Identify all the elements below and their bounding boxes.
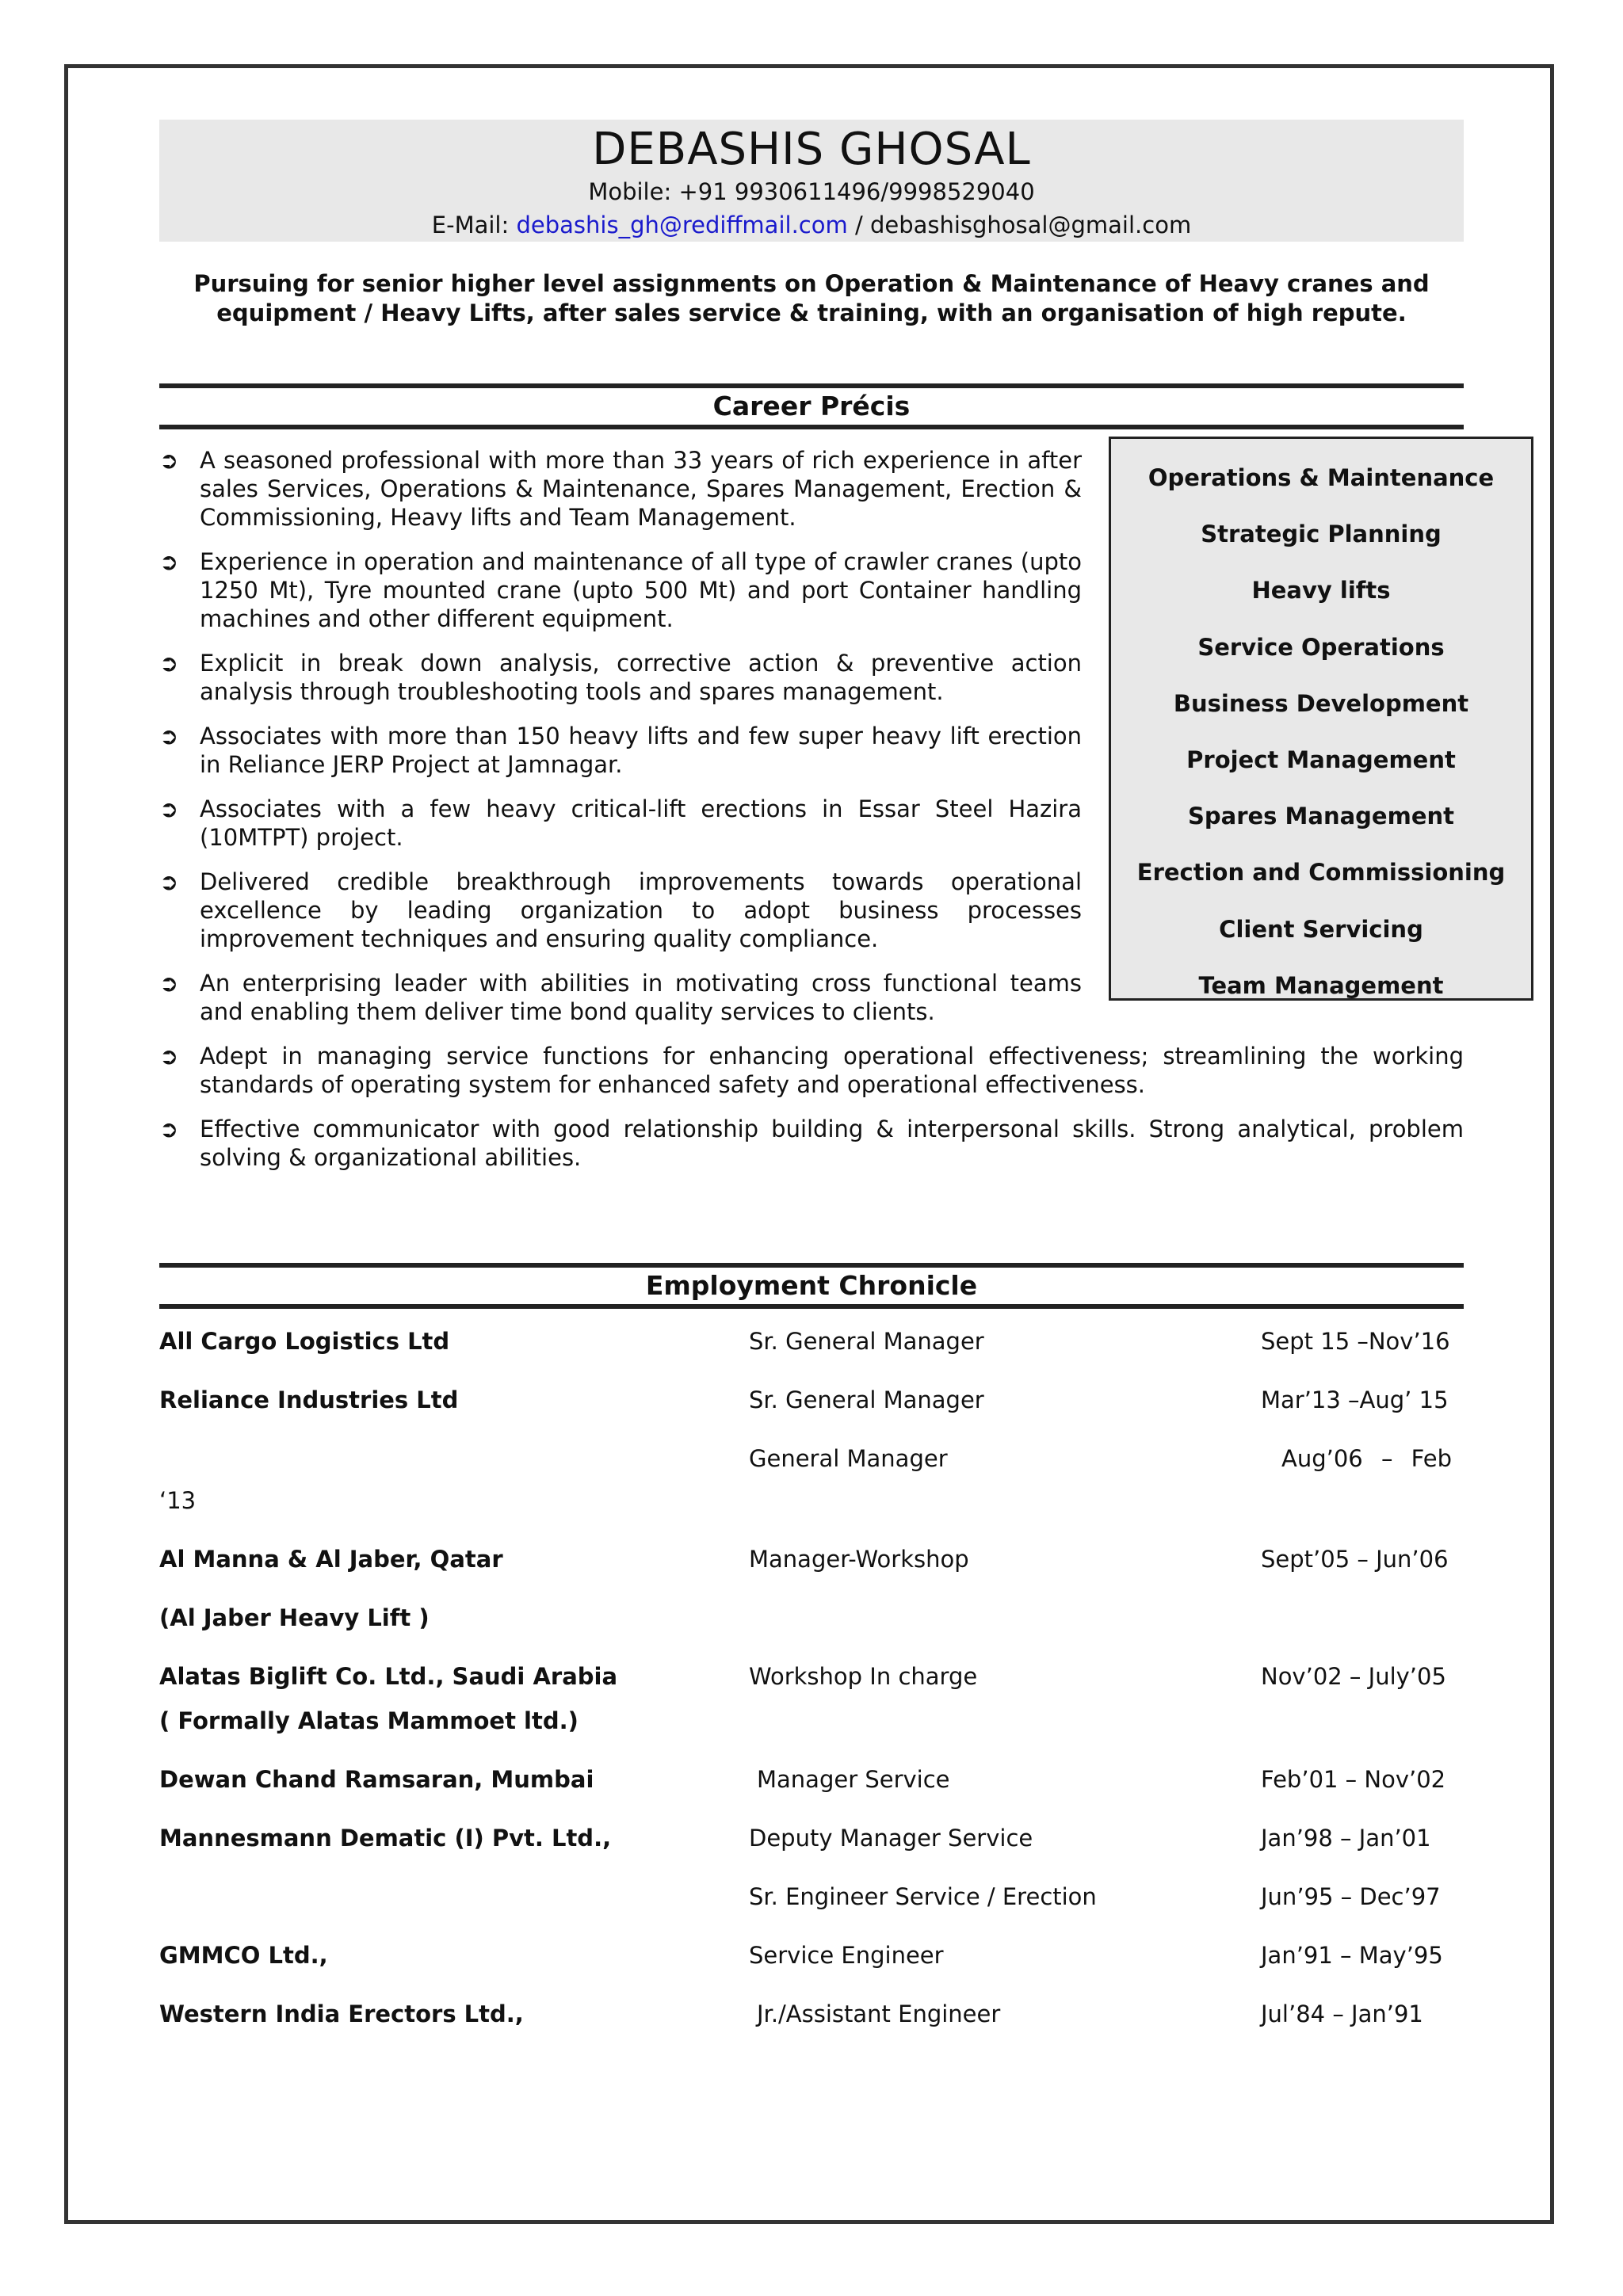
employment-row [159, 1601, 1464, 1634]
skill-item: Strategic Planning [1201, 521, 1442, 548]
job-role: Jr./Assistant Engineer [757, 2000, 1001, 2027]
skill-item: Project Management [1186, 746, 1456, 774]
email-primary-link[interactable]: debashis_gh@rediffmail.com [516, 212, 848, 238]
skill-item: Service Operations [1197, 633, 1445, 661]
arrow-right-circle-icon: ➲ [159, 1116, 179, 1142]
company-name: GMMCO Ltd., [159, 1942, 328, 1969]
arrow-right-circle-icon: ➲ [159, 1043, 179, 1070]
job-role: Service Engineer [749, 1942, 944, 1969]
job-dates: Jun’95 – Dec’97 [1261, 1883, 1441, 1910]
job-dates: Jul’84 – Jan’91 [1261, 2000, 1423, 2027]
arrow-right-circle-icon: ➲ [159, 723, 179, 749]
job-dates: Jan’91 – May’95 [1261, 1942, 1443, 1969]
job-role: General Manager [749, 1445, 948, 1472]
employment-row [159, 1704, 1464, 1737]
skill-item: Spares Management [1187, 803, 1454, 830]
employment-row [159, 1383, 1464, 1417]
arrow-right-circle-icon: ➲ [159, 795, 179, 822]
employment-row [159, 1821, 1464, 1855]
career-bullet: ➲ Associates with a few heavy critical-lift erections in Essar Steel Hazira (10MTPT) project. [159, 795, 1082, 851]
career-bullet: ➲ Delivered credible breakthrough improvements towards operational excellence by leading organization to adopt business processes improvement techniques and ensuring quality compliance. [159, 868, 1082, 952]
email-line [159, 208, 1464, 242]
career-bullet: ➲ Explicit in break down analysis, corrective action & preventive action analysis through troubleshooting tools and spares management. [159, 650, 1082, 705]
email-label: E-Mail: [431, 212, 510, 238]
job-dates: Nov’02 – July’05 [1261, 1663, 1446, 1690]
arrow-right-circle-icon: ➲ [159, 868, 179, 895]
employment-row [159, 1763, 1464, 1796]
career-bullet: ➲ An enterprising leader with abilities in motivating cross functional teams and enabling them deliver time bond quality services to clients. [159, 970, 1082, 1025]
candidate-name: DEBASHIS GHOSAL [592, 124, 1031, 175]
job-dates: Sept 15 –Nov’16 [1261, 1328, 1450, 1355]
arrow-right-circle-icon: ➲ [159, 548, 179, 575]
mobile-line [159, 175, 1464, 208]
email-secondary: debashisghosal@gmail.com [869, 212, 1192, 238]
company-name: Al Manna & Al Jaber, Qatar [159, 1546, 503, 1573]
career-bullet: ➲ Adept in managing service functions for enhancing operational effectiveness; streamlining the working standards of operating system for enhanced safety and operational effectiveness. [159, 1043, 1464, 1098]
job-role: Sr. Engineer Service / Erection [749, 1883, 1097, 1910]
job-role: Manager-Workshop [749, 1546, 969, 1573]
job-role: Workshop In charge [749, 1663, 978, 1690]
job-role: Sr. General Manager [749, 1328, 984, 1355]
skill-item: Erection and Commissioning [1136, 859, 1506, 887]
skill-item: Team Management [1198, 971, 1444, 999]
arrow-right-circle-icon: ➲ [159, 970, 179, 997]
resume-header [159, 120, 1464, 242]
job-dates: Feb’01 – Nov’02 [1261, 1766, 1446, 1793]
job-role: Deputy Manager Service [749, 1825, 1033, 1852]
career-bullet: ➲ Effective communicator with good relationship building & interpersonal skills. Strong analytical, problem solving & organizational abilities. [159, 1116, 1464, 1171]
career-bullet: ➲ Experience in operation and maintenance of all type of crawler cranes (upto 1250 Mt), Tyre mounted crane (upto 500 Mt) and port Container handling machines and other different equipment. [159, 548, 1082, 632]
employment-row [159, 1939, 1464, 1972]
company-subname: (Al Jaber Heavy Lift ) [159, 1604, 430, 1631]
job-role: Sr. General Manager [749, 1386, 984, 1413]
date-continuation: ‘13 [159, 1487, 197, 1514]
mobile-number: +91 9930611496/9998529040 [678, 178, 1035, 205]
career-objective: Pursuing for senior higher level assignments on Operation & Maintenance of Heavy cranes and equipment / Heavy Lifts, after sales service & training, with an organisation of high repute. [193, 270, 1430, 326]
employment-row [159, 1325, 1464, 1358]
skill-item: Business Development [1173, 689, 1469, 717]
job-role: Manager Service [757, 1766, 950, 1793]
company-name: Mannesmann Dematic (I) Pvt. Ltd., [159, 1825, 612, 1852]
career-bullet: ➲ A seasoned professional with more than 33 years of rich experience in after sales Services, Operations & Maintenance, Spares Management, Erection & Commissioning, Heavy lifts and Team Management. [159, 447, 1082, 531]
employment-chronicle-heading: Employment Chronicle [159, 1263, 1464, 1309]
core-skills-box [1109, 437, 1533, 1001]
arrow-right-circle-icon: ➲ [159, 650, 179, 677]
job-dates: Aug’06 – Feb [1281, 1445, 1453, 1472]
career-precis-heading: Career Précis [159, 383, 1464, 429]
employment-row [159, 1880, 1464, 1913]
employment-row [159, 1442, 1464, 1475]
company-subname: ( Formally Alatas Mammoet ltd.) [159, 1707, 579, 1734]
company-name: All Cargo Logistics Ltd [159, 1328, 450, 1355]
company-name: Dewan Chand Ramsaran, Mumbai [159, 1766, 594, 1793]
skill-item: Operations & Maintenance [1148, 464, 1495, 491]
company-name: Alatas Biglift Co. Ltd., Saudi Arabia [159, 1663, 618, 1690]
company-name: Western India Erectors Ltd., [159, 2000, 524, 2027]
employment-row [159, 1543, 1464, 1576]
arrow-right-circle-icon: ➲ [159, 447, 179, 474]
job-dates: Jan’98 – Jan’01 [1261, 1825, 1431, 1852]
skill-item: Heavy lifts [1251, 577, 1391, 605]
mobile-label: Mobile: [588, 178, 672, 205]
career-bullet: ➲ Associates with more than 150 heavy lifts and few super heavy lift erection in Reliance JERP Project at Jamnagar. [159, 723, 1082, 778]
skill-item: Client Servicing [1219, 915, 1423, 943]
company-name: Reliance Industries Ltd [159, 1386, 459, 1413]
employment-row [159, 1660, 1464, 1693]
job-dates: Mar’13 –Aug’ 15 [1261, 1386, 1449, 1413]
employment-row [159, 1997, 1464, 2031]
email-separator: / [854, 212, 863, 238]
job-dates: Sept’05 – Jun’06 [1261, 1546, 1449, 1573]
